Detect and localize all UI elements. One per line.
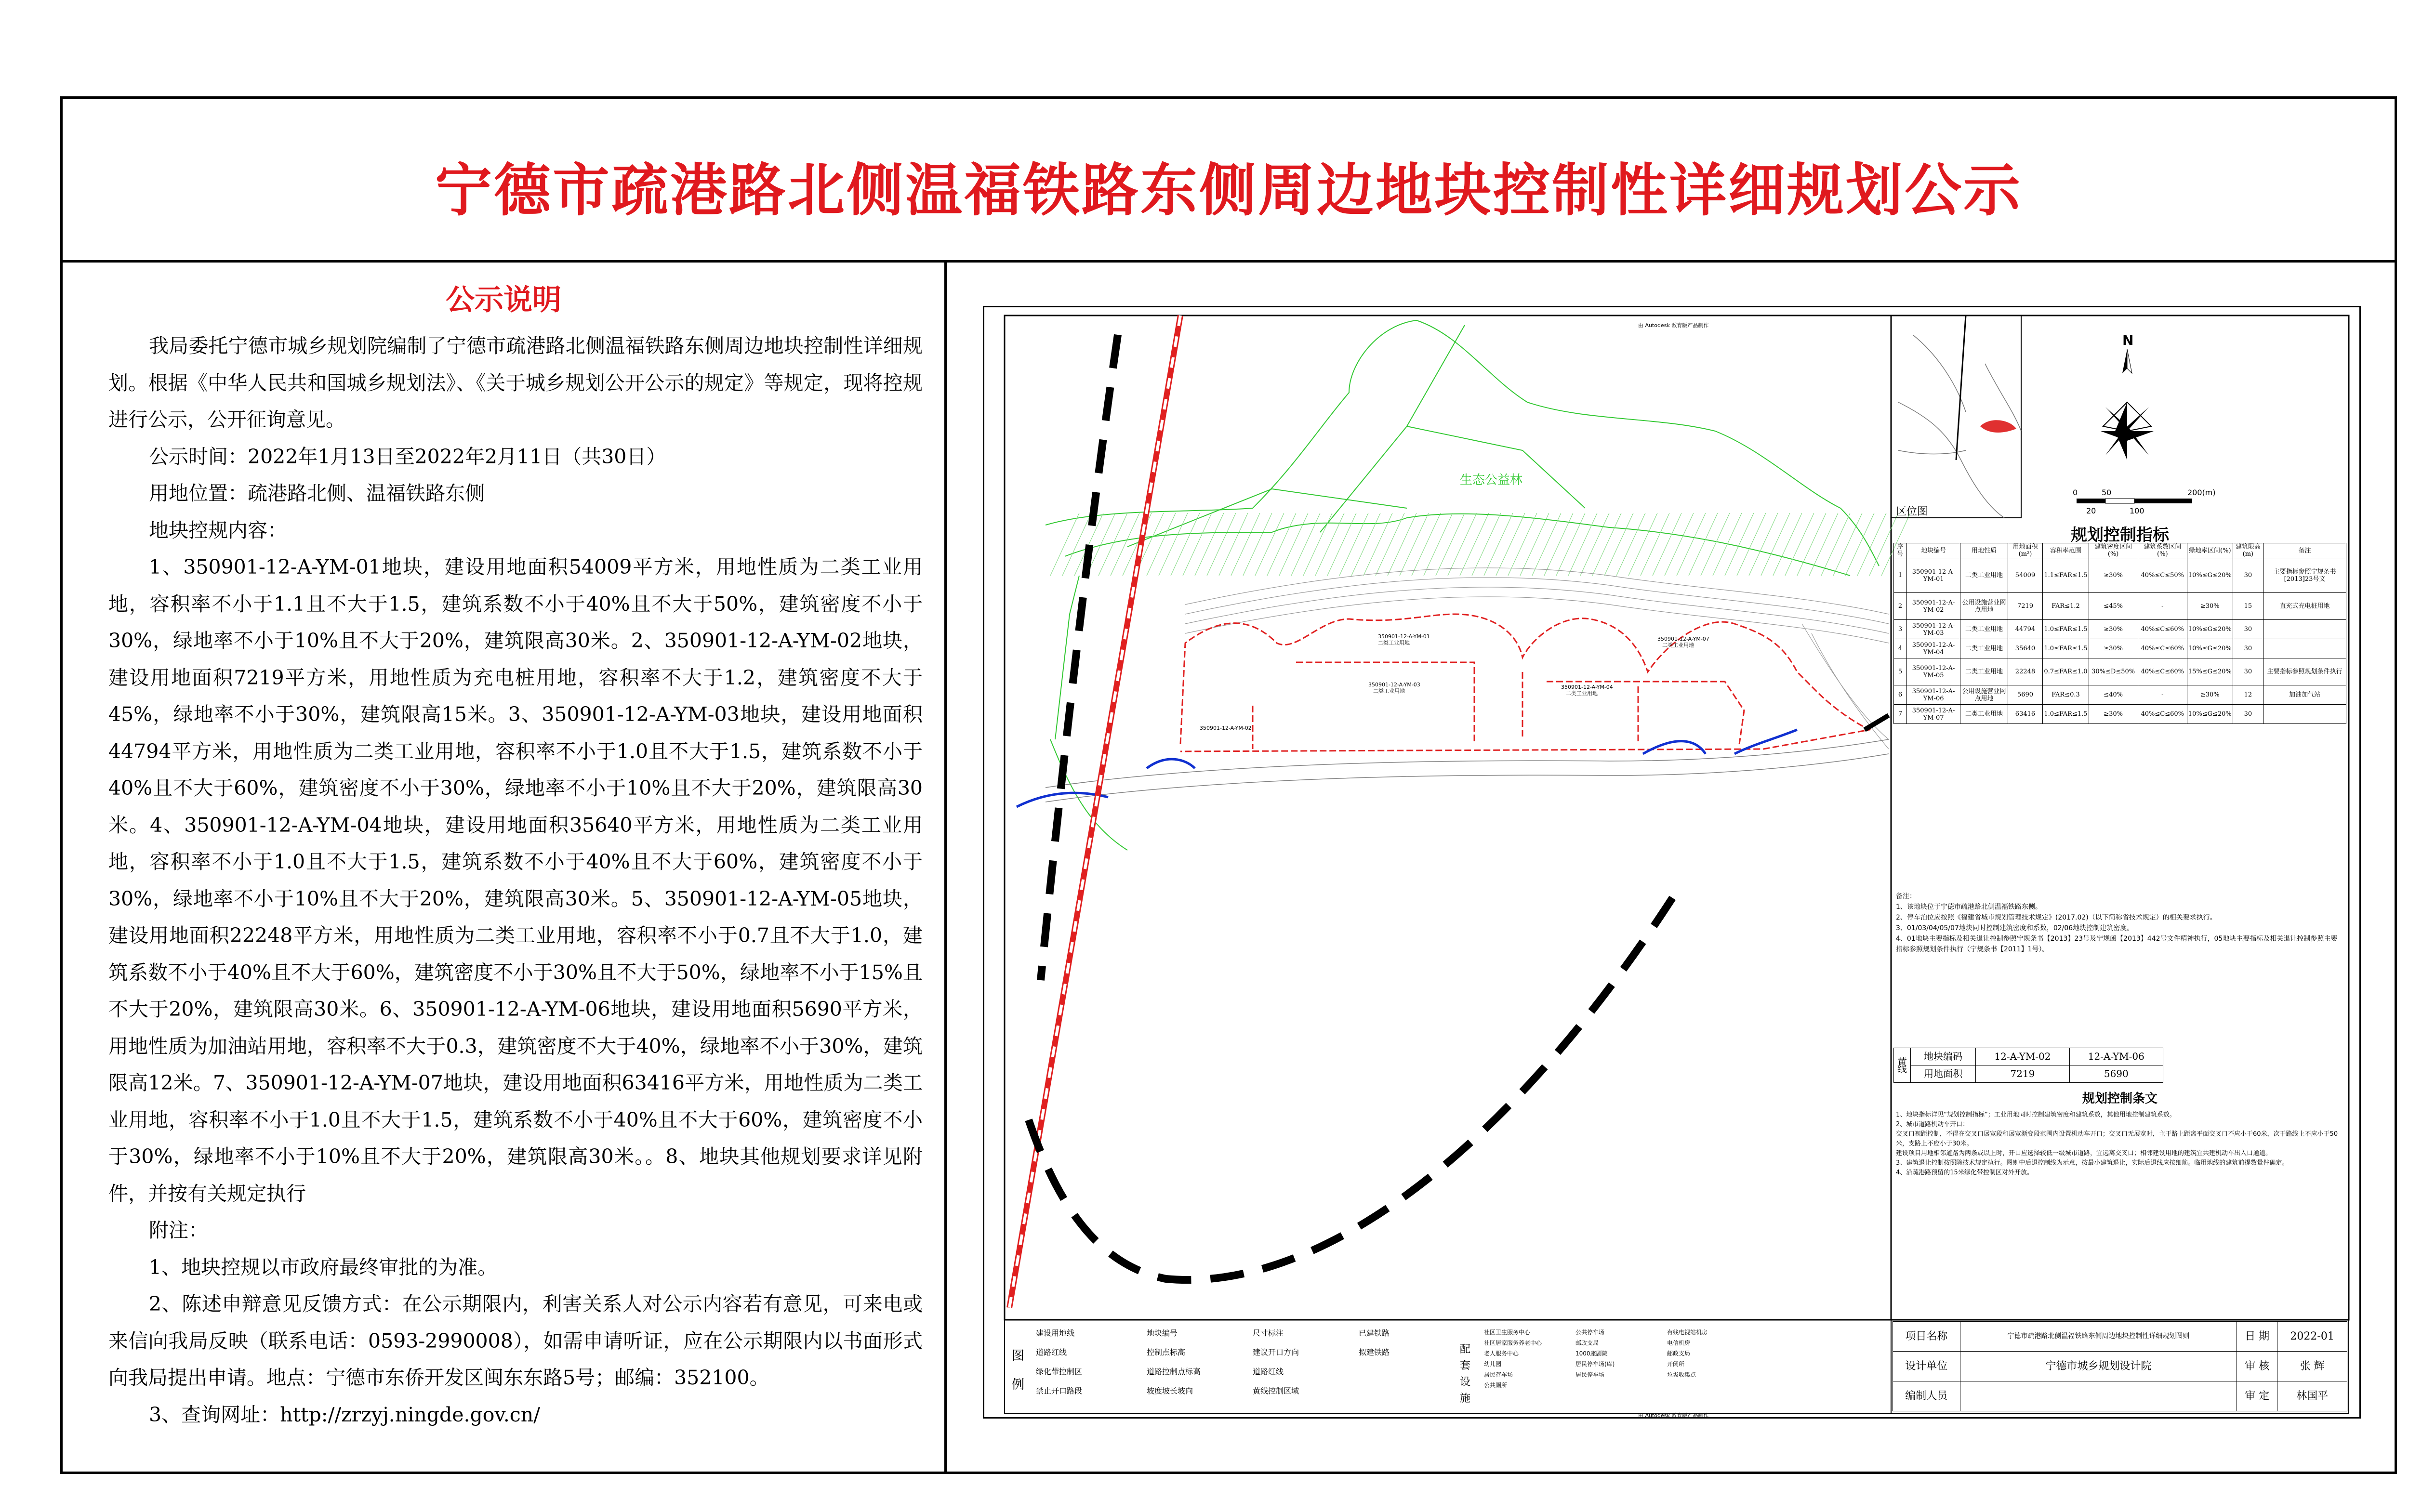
hatch-line	[1472, 513, 1501, 576]
hatch-line	[1496, 513, 1525, 576]
table-header-cell: 建筑限高(m)	[2233, 543, 2263, 558]
facility-list-col2: 公共停车场 邮政支局 1000座剧院 居民停车场(库) 居民停车场	[1575, 1329, 1615, 1378]
hatch-line	[1412, 513, 1441, 576]
table-header-cell: 容积率范围	[2043, 543, 2089, 558]
planned-railway-end	[1865, 715, 1889, 730]
yellow-line-table: 黄线 地块编码 12-A-YM-02 12-A-YM-06 用地面积 7219 5690	[1893, 1048, 2163, 1083]
north-arrow-icon	[2101, 349, 2154, 460]
legend-item: 禁止开口路段	[1036, 1386, 1083, 1395]
hatch-line	[1737, 513, 1766, 576]
clauses-title: 规划控制条文	[2082, 1091, 2158, 1106]
hatch-line	[1243, 513, 1272, 576]
table-header-cell: 建筑系数区间(%)	[2138, 543, 2187, 558]
hatch-line	[1713, 513, 1742, 576]
legend-item: 地块编号	[1147, 1328, 1178, 1338]
hatch-line	[1689, 513, 1718, 576]
notice-paragraph: 地块控规内容：	[149, 518, 287, 542]
legend-item: 绿化带控制区	[1036, 1367, 1083, 1376]
scale-bar	[2077, 499, 2192, 503]
ecological-forest-area	[1046, 320, 1879, 850]
hatch-line	[1231, 513, 1260, 576]
clause-line: 交叉口视距控制，不得在交叉口展宽段和展宽渐变段范围内设置机动车开口；交叉口无展宽时，主干路上距离平面交叉口不应小于60米，次干路线上不应小于50米，支路上不应小于30米。	[1896, 1131, 2338, 1147]
scale-label-50: 50	[2102, 488, 2112, 497]
plot-label-01: 350901-12-A-YM-01	[1378, 633, 1430, 640]
planning-sheet	[983, 306, 2361, 1419]
clause-line: 2、城市道路机动车开口：	[1896, 1121, 1969, 1128]
plot-type-01: 二类工业用地	[1378, 640, 1410, 646]
notice-paragraph: 3、查询网址：http://zrzyj.ningde.gov.cn/	[149, 1403, 540, 1426]
location-map	[1891, 316, 2021, 518]
hatch-line	[1653, 513, 1681, 576]
legend-item: 道路红线	[1036, 1348, 1067, 1357]
note-line: 2、停车泊位应按照《福建省城市规划管理技术规定》(2017.02)（以下简称省技术规定）的相关要求执行。	[1896, 914, 2217, 921]
table-row: 4 350901-12-A-YM-04 二类工业用地 35640 1.0≤FAR≤1.5 ≥30% 40%≤C≤60% 10%≤G≤20% 30	[1894, 639, 2346, 658]
hatch-line	[1363, 513, 1392, 576]
scale-label-100: 100	[2130, 506, 2144, 515]
facility-list-col3: 有线电视站机房 电信机房 邮政支局 开闭所 垃圾收集点	[1667, 1329, 1708, 1378]
plot-type-03: 二类工业用地	[1373, 688, 1405, 694]
legend-item: 尺寸标注	[1253, 1328, 1284, 1338]
hatch-line	[1315, 513, 1344, 576]
hatch-line	[1207, 513, 1236, 576]
facility-list-col1: 社区卫生服务中心 社区居家服务养老中心 老人服务中心 幼儿园 居民存车场 公共厕所	[1484, 1329, 1542, 1389]
hatch-line	[1291, 513, 1320, 576]
table-row: 7 350901-12-A-YM-07 二类工业用地 63416 1.0≤FAR≤1.5 ≥30% 40%≤C≤60% 10%≤G≤20% 30	[1894, 705, 2346, 724]
notes-title: 备注：	[1896, 893, 1916, 900]
legend-item: 道路红线	[1253, 1367, 1284, 1376]
hatch-line	[1532, 513, 1561, 576]
notice-heading: 公示说明	[446, 283, 561, 317]
hatch-line	[1701, 513, 1730, 576]
hatch-line	[1195, 513, 1224, 576]
top-caption: 由 Autodesk 教育版产品制作	[1638, 322, 1709, 329]
legend-item: 拟建铁路	[1359, 1348, 1390, 1357]
table-row: 5 350901-12-A-YM-05 二类工业用地 22248 0.7≤FAR≤1.0 30%≤D≤50% 40%≤C≤60% 15%≤G≤20% 30 主要指标参照规划条件执行	[1894, 658, 2346, 685]
notice-paragraph: 我局委托宁德市城乡规划院编制了宁德市疏港路北侧温福铁路东侧周边地块控制性详细规划。根据《中华人民共和国城乡规划法》、《关于城乡规划公开公示的规定》等规定，现将控规进行公示，公开征询意见。	[108, 334, 923, 431]
legend-item: 已建铁路	[1359, 1328, 1390, 1338]
plot-type-07: 二类工业用地	[1662, 642, 1694, 648]
legend-item: 黄线控制区域	[1253, 1386, 1299, 1395]
hatch-line	[1845, 513, 1874, 576]
hatch-line	[1303, 513, 1332, 576]
hatch-line	[1641, 513, 1669, 576]
table-row: 2 350901-12-A-YM-02 公用设施营业网点用地 7219 FAR≤1.2 ≤45% - ≥30% 15 直充式充电桩用地	[1894, 593, 2346, 620]
table-header-cell: 地块编号	[1906, 543, 1960, 558]
notice-paragraph: 附注：	[149, 1219, 208, 1242]
hatch-line	[1351, 513, 1380, 576]
location-map-label: 区位图	[1896, 506, 1928, 518]
table-row: 3 350901-12-A-YM-03 二类工业用地 44794 1.0≤FAR≤1.5 ≥30% 40%≤C≤60% 10%≤G≤20% 30	[1894, 620, 2346, 639]
table-header-cell: 用地面积(m²)	[2008, 543, 2043, 558]
north-label: N	[2122, 332, 2134, 348]
table-row: 6 350901-12-A-YM-06 公用设施营业网点用地 5690 FAR≤0.3 ≤40% - ≥30% 12 加油加气站	[1894, 685, 2346, 705]
hatch-line	[1857, 513, 1886, 576]
table-header-cell: 绿地率区间(%)	[2187, 543, 2233, 558]
plot-boundaries	[1180, 614, 1869, 751]
plot-label-07: 350901-12-A-YM-07	[1657, 636, 1709, 642]
plot-type-04: 二类工业用地	[1566, 690, 1598, 697]
hatch-line	[1267, 513, 1296, 576]
hatch-line	[1448, 513, 1477, 576]
forest-hatch	[1050, 513, 1910, 576]
forest-label: 生态公益林	[1460, 473, 1523, 487]
scale-label-200: 200(m)	[2187, 488, 2216, 497]
legend-item: 道路控制点标高	[1147, 1367, 1201, 1376]
legend-item: 控制点标高	[1147, 1348, 1186, 1357]
plot-labels	[1200, 633, 1709, 731]
legend-item: 坡度坡长坡向	[1147, 1386, 1193, 1395]
hatch-line	[1255, 513, 1284, 576]
hatch-line	[1520, 513, 1549, 576]
hatch-line	[1785, 513, 1814, 576]
notice-paragraph: 1、350901-12-A-YM-01地块，建设用地面积54009平方米，用地性质为二类工业用地，容积率不小于1.1且不大于1.5，建筑系数不小于40%且不大于50%，建筑密度不小于30%，绿地率不小于10%且不大于20%，建筑限高30米。2、350901-12-A-YM-02地块，建设用地面积7219平方米，用地性质为充电桩用地，容积率不大于1.2，建筑密度不大于45%，绿地率不小于30%，建筑限高15米。3、350901-12-A-YM-03地块，建设用地面积44794平方米，用地性质为二类工业用地，容积率不小于1.0且不大于1.5，建筑系数不小于40%且不大于60%，建筑密度不小于30%，绿地率不小于10%且不大于20%，建筑限高30米。4、350901-12-A-YM-04地块，建设用地面积35640平方米，用地性质为二类工业用地，容积率不小于1.0且不大于1.5，建筑系数不小于40%且不大于60%，建筑密度不小于30%，绿地率不小于10%且不大于20%，建筑限高30米。5、350901-12-A-YM-05地块，建设用地面积22248平方米，用地性质为二类工业用地，容积率不小于0.7且不大于1.0，建筑系数不小于40%且不大于60%，建筑密度不小于30%且不大于50%，绿地率不小于15%且不大于20%，建筑限高30米。6、350901-12-A-YM-06地块，建设用地面积5690平方米，用地性质为加油站用地，容积率不大于0.3，建筑密度不大于40%，绿地率不小于30%，建筑限高12米。7、350901-12-A-YM-07地块，建设用地面积63416平方米，用地性质为二类工业用地，容积率不小于1.0且不大于1.5，建筑系数不小于40%且不大于60%，建筑密度不小于30%，绿地率不小于10%且不大于20%，建筑限高30米。。8、地块其他规划要求详见附件，并按有关规定执行	[108, 555, 923, 1205]
location-map-roads	[1898, 316, 2021, 518]
scale-label-20: 20	[2086, 506, 2096, 515]
hatch-line	[1749, 513, 1778, 576]
site-location-marker	[1980, 420, 2016, 433]
yellow-line-label: 黄线	[1894, 1048, 1911, 1083]
hatch-line	[1147, 513, 1176, 576]
planned-railway	[1029, 335, 1681, 1280]
control-table-header	[1894, 543, 2346, 558]
hatch-line	[1279, 513, 1308, 576]
hatch-line	[1327, 513, 1356, 576]
plot-label-04: 350901-12-A-YM-04	[1561, 684, 1613, 690]
railway-wenfu	[1009, 316, 1180, 1308]
legend-item: 建议开口方向	[1253, 1348, 1299, 1357]
hatch-line	[1460, 513, 1489, 576]
hatch-line	[1604, 513, 1633, 576]
notice-paragraph: 用地位置：疏港路北侧、温福铁路东侧	[149, 482, 485, 505]
page-title: 宁德市疏港路北侧温福铁路东侧周边地块控制性详细规划公示	[435, 157, 2022, 224]
terrain-contours	[1185, 568, 1889, 749]
notice-paragraph: 公示时间：2022年1月13日至2022年2月11日（共30日）	[149, 445, 666, 468]
hatch-line	[1797, 513, 1826, 576]
plan-map	[983, 306, 2361, 1419]
shugang-road	[1046, 739, 1889, 802]
hatch-line	[1809, 513, 1838, 576]
hatch-line	[1424, 513, 1453, 576]
table-header-cell: 序号	[1894, 543, 1907, 558]
plot-label-02: 350901-12-A-YM-02	[1200, 725, 1252, 731]
title-block-table: 项目名称 宁德市疏港路北侧温福铁路东侧周边地块控制性详细规划图则 日 期 2022-01 设计单位 宁德市城乡规划设计院 审 核 张 辉 编制人员 审 定 林国平	[1893, 1321, 2347, 1411]
hatch-line	[1544, 513, 1573, 576]
hatch-line	[1159, 513, 1188, 576]
legend-block	[1005, 1320, 1891, 1414]
hatch-line	[1219, 513, 1248, 576]
bottom-caption: 由 Autodesk 教育版产品制作	[1638, 1412, 1709, 1419]
table-row: 1 350901-12-A-YM-01 二类工业用地 54009 1.1≤FAR≤1.5 ≥30% 40%≤C≤50% 10%≤G≤20% 30 主要指标参照宁规条书[2013]23号文	[1894, 558, 2346, 593]
hatch-line	[1171, 513, 1200, 576]
hatch-line	[1580, 513, 1609, 576]
table-header-cell: 备注	[2263, 543, 2346, 558]
hatch-line	[1592, 513, 1621, 576]
scale-label-0: 0	[2073, 488, 2078, 497]
notice-paragraph: 2、陈述申辩意见反馈方式：在公示期限内，利害关系人对公示内容若有意见，可来电或来信向我局反映（联系电话：0593-2990008），如需申请听证，应在公示期限内以书面形式向我局提出申请。地点：宁德市东侨开发区闽东东路5号；邮编：352100。	[108, 1292, 923, 1389]
hatch-line	[1388, 513, 1416, 576]
control-table	[1893, 543, 2346, 724]
hatch-line	[1339, 513, 1368, 576]
notice-body	[108, 328, 923, 1433]
table-header-cell: 建筑密度区间(%)	[2089, 543, 2138, 558]
facility-label: 配套设施	[1460, 1343, 1471, 1405]
notes-block	[1896, 891, 2344, 955]
hatch-line	[1677, 513, 1706, 576]
hatch-line	[1616, 513, 1645, 576]
hatch-line	[1773, 513, 1802, 576]
note-line: 4、01地块主要指标及相关退让控制参照宁规条书【2013】23号及宁规函【2013】442号文件精神执行，05地块主要指标及相关退让控制参照主要指标参照规划条件执行（宁规条书【2011】1号）。	[1896, 935, 2338, 953]
hatch-line	[1436, 513, 1465, 576]
hatch-line	[1833, 513, 1862, 576]
no-opening-segments	[1017, 730, 1797, 807]
map-area-border	[1005, 316, 1891, 1320]
note-line: 3、01/03/04/05/07地块同时控制建筑密度和系数，02/06地块控制建筑密度。	[1896, 924, 2134, 932]
hatch-line	[1761, 513, 1790, 576]
clauses-block	[1896, 1110, 2344, 1178]
plot-label-03: 350901-12-A-YM-03	[1368, 682, 1420, 688]
clause-line: 建设项目用地相邻道路为两条或以上时，开口应选择较低一级城市道路，宜远离交叉口；相邻建设用地的建筑宜共建机动车出入口通道。	[1896, 1150, 2272, 1157]
hatch-line	[1665, 513, 1694, 576]
hatch-line	[1400, 513, 1429, 576]
control-table-title: 规划控制指标	[2071, 526, 2169, 545]
hatch-line	[1508, 513, 1537, 576]
table-header-cell: 用地性质	[1960, 543, 2008, 558]
notice-paragraph: 1、地块控规以市政府最终审批的为准。	[149, 1255, 498, 1279]
note-line: 1、该地块位于宁德市疏港路北侧温福铁路东侧。	[1896, 903, 2042, 911]
clause-line: 3、建筑退让控制按照除技术规定执行。图则中后退控制线为示意，按最小建筑退让，实际后退线应按细筋。临用地线的建筑前提数量件确定。	[1896, 1159, 2289, 1167]
hatch-line	[1484, 513, 1513, 576]
hatch-line	[1628, 513, 1657, 576]
clause-line: 1、地块指标详见“规划控制指标”；工业用地同时控制建筑密度和建筑系数，其他用地控制建筑系数。	[1896, 1111, 2176, 1118]
clause-line: 4、沿疏港路预留的15米绿化带控制区对外开放。	[1896, 1169, 2033, 1176]
legend-item: 建设用地线	[1036, 1328, 1075, 1338]
hatch-line	[1821, 513, 1850, 576]
legend-label: 图例	[1012, 1349, 1025, 1392]
